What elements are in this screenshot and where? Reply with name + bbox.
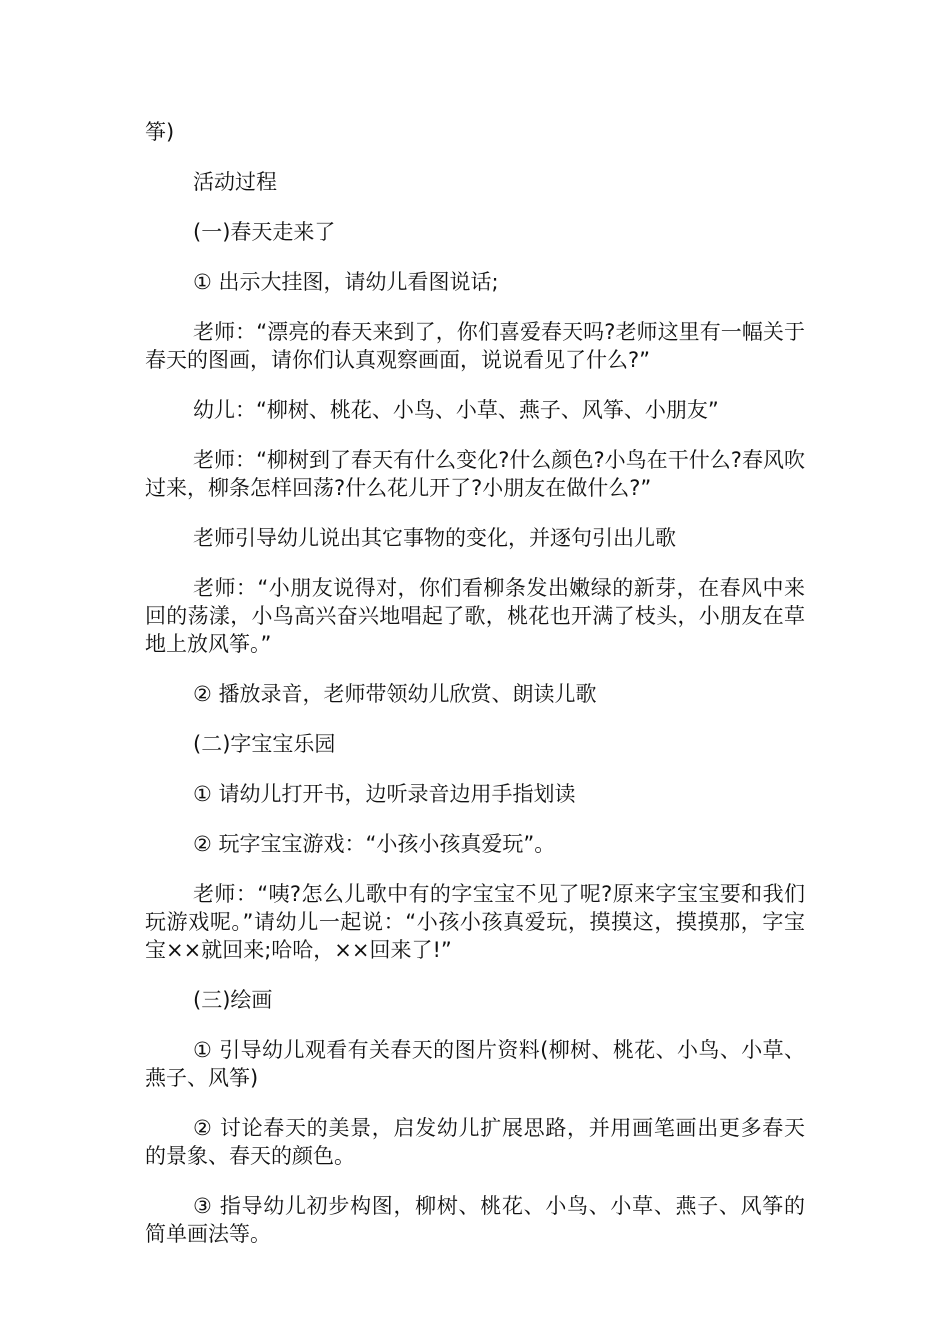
paragraph: 老师：“小朋友说得对，你们看柳条发出嫩绿的新芽，在春风中来回的荡漾，小鸟高兴奋兴地唱起了歌，桃花也开满了枝头，小朋友在草地上放风筝。”: [145, 576, 805, 656]
paragraph: ① 请幼儿打开书，边听录音边用手指划读: [193, 782, 576, 806]
subsection-heading-2: (二)字宝宝乐园: [193, 732, 336, 756]
paragraph: 幼儿：“柳树、桃花、小鸟、小草、燕子、风筝、小朋友”: [193, 398, 719, 422]
paragraph-continuation: 筝): [145, 120, 175, 144]
paragraph: ① 出示大挂图，请幼儿看图说话;: [193, 270, 499, 294]
paragraph: 老师引导幼儿说出其它事物的变化，并逐句引出儿歌: [193, 526, 676, 550]
section-heading-activity-process: 活动过程: [193, 170, 277, 194]
paragraph: ② 播放录音，老师带领幼儿欣赏、朗读儿歌: [193, 682, 597, 706]
paragraph: ③ 指导幼儿初步构图，柳树、桃花、小鸟、小草、燕子、风筝的简单画法等。: [145, 1194, 805, 1246]
paragraph: 老师：“漂亮的春天来到了，你们喜爱春天吗?老师这里有一幅关于春天的图画，请你们认真观察画面，说说看见了什么?”: [145, 320, 805, 372]
subsection-heading-3: (三)绘画: [193, 988, 273, 1012]
paragraph: 老师：“咦?怎么儿歌中有的字宝宝不见了呢?原来字宝宝要和我们玩游戏呢。”请幼儿一起说：“小孩小孩真爱玩，摸摸这，摸摸那，字宝宝××就回来;哈哈，××回来了!”: [145, 882, 805, 962]
subsection-heading-1: (一)春天走来了: [193, 220, 336, 244]
paragraph: ② 讨论春天的美景，启发幼儿扩展思路，并用画笔画出更多春天的景象、春天的颜色。: [145, 1116, 805, 1168]
paragraph: ② 玩字宝宝游戏：“小孩小孩真爱玩”。: [193, 832, 556, 856]
document-page: [145, 118, 805, 1270]
paragraph: ① 引导幼儿观看有关春天的图片资料(柳树、桃花、小鸟、小草、燕子、风筝): [145, 1038, 805, 1090]
paragraph: 老师：“柳树到了春天有什么变化?什么颜色?小鸟在干什么?春风吹过来，柳条怎样回荡?什么花儿开了?小朋友在做什么?”: [145, 448, 805, 500]
